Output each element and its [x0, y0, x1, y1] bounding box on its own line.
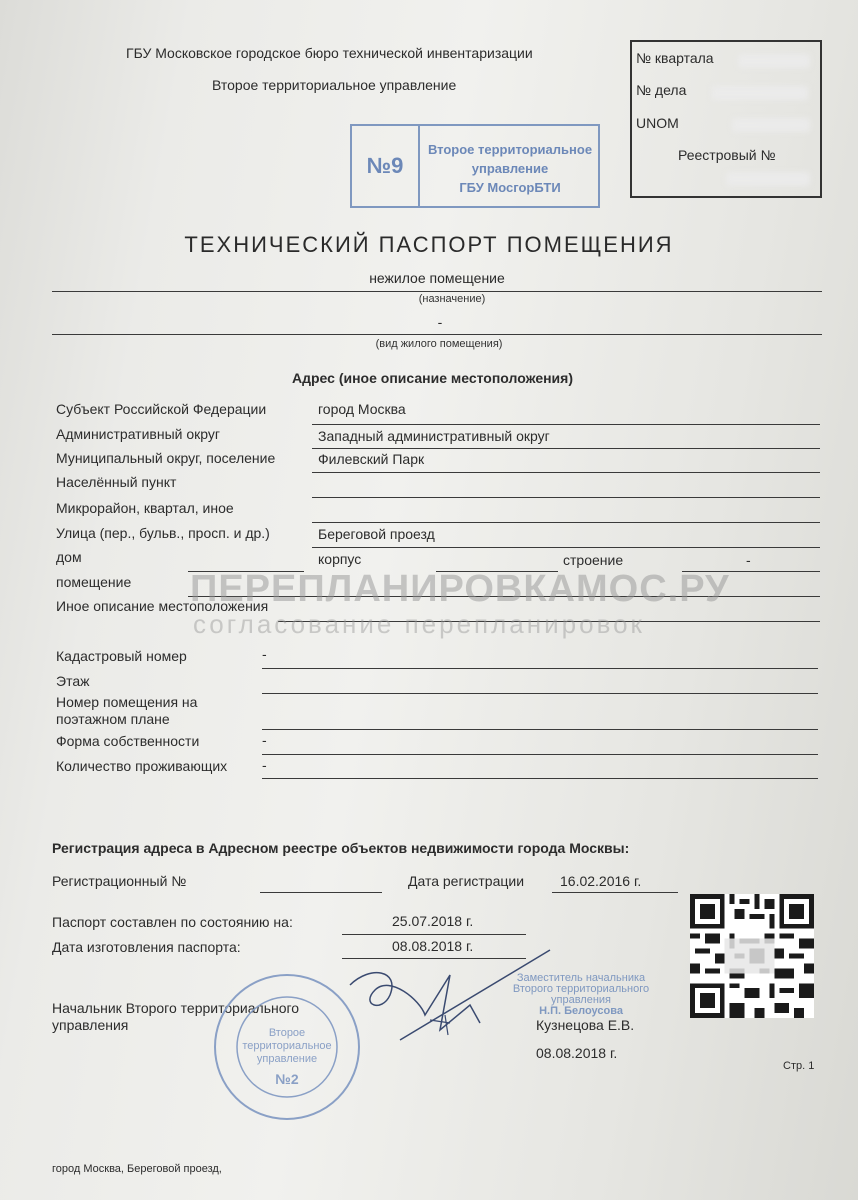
document-title: ТЕХНИЧЕСКИЙ ПАСПОРТ ПОМЕЩЕНИЯ — [184, 232, 674, 257]
field-line — [312, 547, 820, 548]
svg-text:№2: №2 — [275, 1071, 299, 1087]
residents-value: - — [262, 757, 267, 773]
field-line — [312, 497, 820, 498]
living-type-value: - — [437, 314, 443, 330]
head-label-1: Начальник Второго территориального — [52, 1000, 300, 1016]
okrug-label: Административный округ — [56, 426, 221, 442]
svg-text:Второе: Второе — [268, 1027, 306, 1039]
redaction-blot — [712, 86, 808, 100]
stamp-text: Второе территориальное управление ГБУ МосгорБТИ — [427, 142, 593, 195]
passport-made-value: 08.08.2018 г. — [392, 938, 474, 954]
deputy-stamp: Заместитель начальника Второго территориального управления Н.П. Белоусова — [512, 972, 650, 1017]
department-name: Второе территориальное управление — [212, 77, 457, 93]
cadastral-value: - — [262, 646, 267, 662]
reg-number-label: Регистрационный № — [52, 873, 187, 889]
living-type-caption: (вид жилого помещения) — [375, 338, 503, 350]
divider — [52, 334, 822, 335]
street-label: Улица (пер., бульв., просп. и др.) — [56, 525, 270, 541]
settlement-label: Населённый пункт — [56, 474, 177, 490]
redaction-blot — [732, 118, 810, 132]
signer-name: Кузнецова Е.В. — [536, 1017, 635, 1033]
watermark-subtitle: согласование перепланировок — [193, 609, 645, 639]
korpus-label: корпус — [318, 551, 362, 567]
org-name: ГБУ Московское городское бюро технической инвентаризации — [126, 45, 533, 61]
passport-state-value: 25.07.2018 г. — [392, 913, 474, 929]
street-value: Береговой проезд — [318, 526, 435, 542]
redaction-blot — [738, 54, 810, 68]
signature-date: 08.08.2018 г. — [536, 1045, 618, 1061]
footer-address: город Москва, Береговой проезд, — [52, 1163, 222, 1175]
qr-code — [690, 894, 814, 1018]
block-number-label: № квартала — [636, 50, 714, 66]
subject-value: город Москва — [318, 401, 406, 417]
divider — [52, 291, 822, 292]
field-line — [260, 892, 382, 893]
page-number: Стр. 1 — [783, 1060, 815, 1072]
ownership-value: - — [262, 732, 267, 748]
field-line — [312, 472, 820, 473]
house-label: дом — [56, 549, 82, 565]
passport-state-label: Паспорт составлен по состоянию на: — [52, 914, 293, 930]
field-line — [262, 754, 818, 755]
stamp-number: №9 — [352, 126, 420, 206]
watermark: ПЕРЕПЛАНИРОВКАМОС.РУ — [190, 568, 730, 610]
room-number-label-1: Номер помещения на — [56, 694, 198, 710]
subject-label: Субъект Российской Федерации — [56, 401, 267, 417]
ownership-label: Форма собственности — [56, 733, 200, 749]
registry-number-label: Реестровый № — [678, 147, 776, 163]
department-stamp — [350, 124, 600, 208]
field-line — [552, 892, 678, 893]
address-heading: Адрес (иное описание местоположения) — [292, 370, 573, 386]
cadastral-label: Кадастровый номер — [56, 648, 187, 664]
registration-heading: Регистрация адреса в Адресном реестре объектов недвижимости города Москвы: — [52, 840, 630, 856]
reg-date-label: Дата регистрации — [408, 873, 525, 889]
okrug-value: Западный административный округ — [318, 428, 550, 444]
svg-text:управление: управление — [256, 1053, 318, 1065]
purpose-value: нежилое помещение — [369, 270, 505, 286]
round-stamp — [212, 972, 362, 1122]
purpose-caption: (назначение) — [418, 293, 486, 305]
field-line — [342, 934, 526, 935]
reg-date-value: 16.02.2016 г. — [560, 873, 642, 889]
building-value: - — [746, 552, 751, 568]
field-line — [262, 729, 818, 730]
microdistrict-label: Микрорайон, квартал, иное — [56, 500, 234, 516]
registry-box — [630, 40, 822, 198]
floor-label: Этаж — [56, 673, 90, 689]
unom-label: UNOM — [636, 115, 679, 131]
field-line — [262, 668, 818, 669]
room-label: помещение — [56, 574, 132, 590]
field-line — [262, 778, 818, 779]
redaction-blot — [726, 172, 810, 186]
municipal-value: Филевский Парк — [318, 451, 425, 467]
head-label-2: управления — [52, 1017, 129, 1033]
municipal-label: Муниципальный округ, поселение — [56, 450, 276, 466]
svg-text:территориальное: территориальное — [242, 1040, 332, 1052]
handwritten-signature — [330, 945, 560, 1055]
field-line — [312, 448, 820, 449]
other-location-label: Иное описание местоположения — [56, 598, 269, 614]
residents-label: Количество проживающих — [56, 758, 228, 774]
building-label: строение — [563, 552, 624, 568]
case-number-label: № дела — [636, 82, 687, 98]
room-number-label-2: поэтажном плане — [56, 711, 170, 727]
passport-made-label: Дата изготовления паспорта: — [52, 939, 241, 955]
field-line — [262, 693, 818, 694]
field-line — [312, 424, 820, 425]
field-line — [312, 522, 820, 523]
